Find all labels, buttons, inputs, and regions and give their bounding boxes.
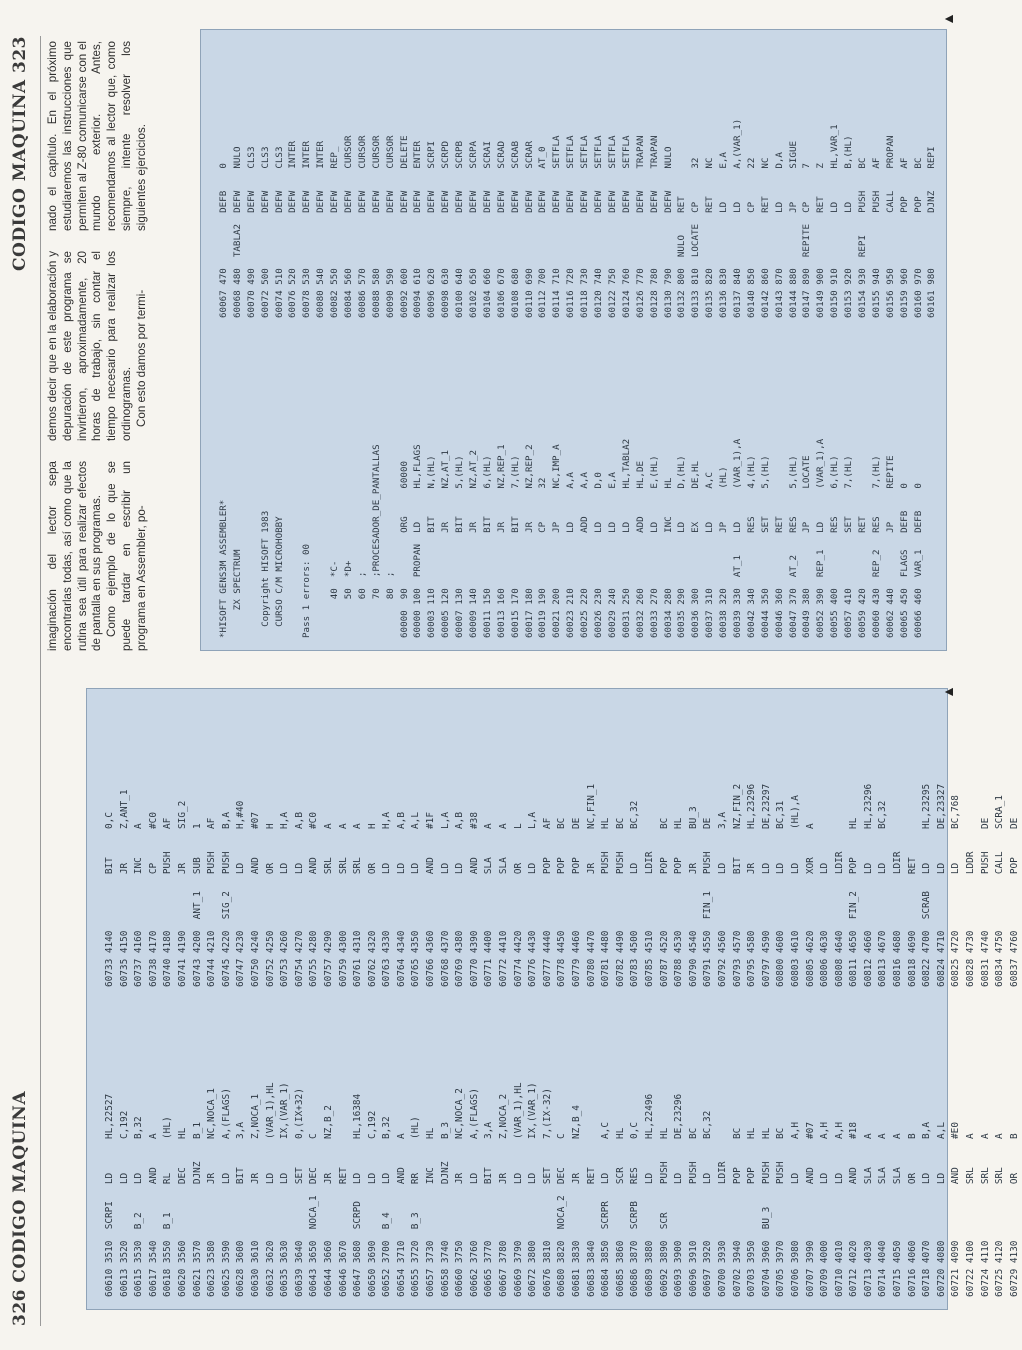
listing-line: 60135 820 RET NC	[704, 157, 716, 318]
listing-line: 60617 3540 AND A	[147, 1133, 159, 1297]
listing-line: 60763 4330 LD H,A	[381, 812, 393, 987]
listing-line: 60729 4130 OR B	[1008, 1133, 1020, 1297]
listing-line: 80 ;	[384, 571, 396, 638]
header-divider-right	[40, 36, 41, 675]
listing-line: 60808 4640 LDIR	[833, 851, 845, 987]
listing-line: 60118 730 DEFW SETFLA	[579, 135, 591, 318]
listing-line: 60681 3830 JR NZ,B_4	[571, 1105, 582, 1297]
listing-line: 60070 490 DEFW CLS3	[245, 146, 257, 318]
listing-line: 60039 330 AT_1 LD (VAR_1),A	[731, 438, 743, 638]
listing-line: 60693 3900 LD DE,23296	[673, 1093, 685, 1297]
listing-line: 60683 3840 RET	[585, 1167, 597, 1297]
listing-line: 60035 290 LD D,(HL)	[676, 455, 688, 638]
listing-line: 60011 150 BIT 6,(HL)	[481, 455, 493, 638]
listing-line: 60112 700 DEFW AT_0	[537, 146, 549, 318]
listing-line: 60747 4230 LD H,#40	[235, 800, 247, 987]
listing-line: 60613 3520 LD C,192	[118, 1110, 130, 1297]
listing-line: 60062 440 JP REPITE	[884, 455, 896, 638]
listing-line: 60689 3880 LD HL,22496	[643, 1093, 655, 1297]
page-323	[0, 0, 970, 675]
listing-line: 60733 4140 BIT 0,C	[104, 812, 115, 987]
listing-line: 60122 750 DEFW SETFLA	[606, 135, 618, 318]
listing-line: 60660 3750 JR NC,NOCA_2	[454, 1088, 466, 1297]
listing-line: 60639 3640 SET 0,(IX+32)	[293, 1088, 305, 1297]
listing-line: 60696 3910 PUSH BC	[687, 1127, 699, 1297]
listing-line: 60822 4700 SCRAB LD HL,23295	[921, 783, 933, 987]
listing-line: 60643 3650 NOCA_1 DEC C	[308, 1133, 320, 1297]
listing-line: 60686 3870 SCRPB RES 0,C	[629, 1122, 641, 1297]
listing-line: 60100 640 DEFW SCRPB	[454, 140, 466, 318]
listing-line: 60074 510 DEFW CLS3	[273, 146, 285, 318]
listing-line: 60762 4320 OR H	[366, 823, 378, 987]
listing-line	[245, 439, 259, 638]
listing-line: 60779 4460 POP DE	[571, 817, 582, 987]
listing-line: 60707 3990 AND #07	[804, 1122, 816, 1297]
listing-line: 60825 4720 LD BC,768	[950, 795, 962, 987]
listing-line: 60761 4310 SRL A	[352, 823, 364, 987]
listing-line: 60744 4210 PUSH AF	[206, 817, 218, 987]
paragraph: nado el capítulo. En el próximo estudiaremos las instrucciones que permiten al Z-80 comunicarse con el mundo exterior. Antes, recomendamos al lector que, como siempre, intente resolver los siguientes ejercicios.	[46, 41, 148, 231]
listing-line: Copyright HISOFT 1983	[259, 510, 271, 638]
listing-line: 60669 3790 LD (VAR_1),HL	[512, 1082, 524, 1297]
listing-line: 60785 4510 LDIR	[643, 851, 655, 987]
listing-line: 60667 3780 JR Z,NOCA_2	[498, 1093, 510, 1297]
listing-line: 60108 680 DEFW SCRAB	[509, 140, 521, 318]
listing-line: 60084 560 DEFW CURSOR	[343, 135, 355, 318]
page-326	[0, 675, 1020, 1350]
listing-line: 60783 4500 LD BC,32	[629, 800, 641, 987]
listing-column-1	[217, 439, 925, 638]
listing-line: 60735 4150 JR Z,ANT_1	[118, 789, 130, 987]
listing-line: 60096 620 DEFW SCRPI	[426, 140, 438, 318]
listing-line: 60047 370 AT_2 RES 5,(HL)	[787, 455, 799, 638]
listing-line: 60021 200 JP NC,IMP_A	[551, 444, 563, 638]
listing-line: ZX SPECTRUM	[231, 549, 243, 638]
listing-line: 60755 4280 AND #C0	[308, 812, 320, 987]
listing-line: 60143 870 LD D,A	[773, 152, 785, 318]
paragraph: Con esto damos por termi-	[134, 289, 148, 427]
listing-line: 60154 930 REPI PUSH BC	[856, 157, 868, 318]
paragraph: demos decir que en la elaboración y depuración de este programa se invirtieron, aproximadamente, 20 horas de trabajo, sin contar el tiempo necesario para realizar los ordinogramas.	[46, 251, 133, 441]
listing-line: 60159 960 POP AF	[898, 157, 910, 318]
listing-line: 60769 4380 LD A,B	[454, 812, 466, 987]
listing-line	[286, 439, 300, 638]
listing-line: 60768 4370 LD L,A	[439, 812, 451, 987]
header-divider-left	[40, 675, 41, 1326]
listing-line: 60094 610 DEFW ENTER	[412, 140, 424, 318]
listing-line: 60741 4190 JR SIG_2	[176, 800, 188, 987]
listing-line: 60792 4560 LD 3,A	[716, 812, 728, 987]
listing-line: 60156 950 CALL PROPAN	[884, 135, 896, 318]
listing-line: 60625 3590 LD A,(FLAGS)	[220, 1088, 232, 1297]
listing-line: 60703 3950 POP HL	[746, 1127, 758, 1297]
listing-line: 60102 650 DEFW SCRPA	[468, 140, 480, 318]
listing-line: 60828 4730 LDDR	[965, 851, 977, 987]
listing-line: 60126 770 DEFW TRAPAN	[634, 135, 646, 318]
listing-line: 50 *D+	[343, 560, 355, 638]
listing-line: 60055 400 RES 6,(HL)	[829, 455, 841, 638]
listing-line: 60750 4240 AND #07	[249, 812, 261, 987]
listing-line: 60106 670 DEFW SCRAD	[495, 140, 507, 318]
listing-line: 60709 4000 LD A,H	[819, 1122, 831, 1297]
listing-line: 60781 4480 PUSH HL	[600, 817, 612, 987]
listing-line: 60620 3560 DEC HL	[176, 1127, 188, 1297]
listing-column-2	[103, 784, 1022, 987]
listing-line: 60628 3600 BIT 3,A	[235, 1122, 247, 1297]
listing-line: 60003 110 BIT N,(HL)	[426, 455, 438, 638]
listing-line: 60104 660 DEFW SCRAI	[481, 140, 493, 318]
listing-line: 60150 910 LD HL,VAR_1	[829, 124, 841, 318]
listing-line: 60782 4490 PUSH BC	[614, 817, 626, 987]
listing-line: 60766 4360 AND #1F	[425, 812, 437, 987]
listing-line: 60716 4060 OR B	[906, 1133, 918, 1297]
listing-line: 60044 350 SET 5,(HL)	[759, 455, 771, 638]
listing-line: 60017 180 JR NZ,REP_2	[523, 444, 535, 638]
listing-line: 60722 4100 SRL A	[965, 1133, 977, 1297]
listing-line: 60029 240 LD E,A	[606, 472, 618, 638]
listing-line	[314, 439, 328, 638]
listing-line: 60630 3610 JR Z,NOCA_1	[249, 1093, 261, 1297]
listing-line: 60753 4260 LD H,A	[279, 812, 291, 987]
listing-line: 60023 210 LD A,A	[565, 472, 577, 638]
listing-line: 60140 850 CP 22	[745, 157, 757, 318]
listing-line: 60007 130 BIT 5,(HL)	[454, 455, 466, 638]
listing-column-2	[217, 119, 939, 318]
listing-line: 60161 980 DJNZ REPI	[926, 146, 938, 318]
listing-line: 60036 300 EX DE,HL	[690, 460, 702, 638]
listing-line: 60676 3810 SET 7,(IX-32)	[541, 1088, 553, 1297]
listing-line: 60635 3630 LD IX,(VAR_1)	[279, 1082, 291, 1297]
listing-line: 60834 4750 CALL SCRA_1	[994, 795, 1006, 987]
listing-line: 60797 4590 LD DE,23297	[760, 783, 772, 987]
listing-line: 60725 4120 SRL A	[994, 1133, 1006, 1297]
listing-line: 60615 3530 B_2 LD B,32	[133, 1116, 145, 1297]
listing-line: 60704 3960 BU_3 PUSH HL	[760, 1127, 772, 1297]
listing-line: 60149 900 RET Z	[815, 163, 827, 318]
listing-line: 60621 3570 DJNZ B_1	[191, 1122, 203, 1297]
listing-line: 60038 320 JP (HL)	[718, 466, 730, 638]
listing-line: 60800 4600 LD BC,31	[775, 800, 787, 987]
listing-line: 60658 3740 DJNZ B_3	[439, 1122, 451, 1297]
listing-line: 60052 390 REP_1 LD (VAR_1),A	[815, 438, 827, 638]
paragraph: Como ejemplo de lo que se puede tardar en escribir un programa en Assembler, po-	[105, 461, 148, 651]
listing-line: 60680 3820 NOCA_2 DEC C	[556, 1133, 568, 1297]
listing-line: CURSO C/M MICROHOBBY	[273, 516, 285, 638]
listing-line: 60713 4030 SLA A	[862, 1133, 874, 1297]
listing-line: 60772 4410 SLA A	[498, 823, 510, 987]
listing-line: 60718 4070 LD B,A	[921, 1122, 933, 1297]
body-text-column-1	[46, 461, 150, 651]
listing-line: 60770 4390 AND #38	[468, 812, 480, 987]
listing-line: 60033 270 LD E,(HL)	[648, 455, 660, 638]
listing-line: 60067 470 DEFB 0	[218, 163, 229, 318]
listing-column-1	[103, 1083, 1022, 1297]
listing-line: 60025 220 ADD A,A	[579, 472, 591, 638]
listing-line: 60672 3800 LD IX,(VAR_1)	[527, 1082, 539, 1297]
listing-line: 60764 4340 LD A,B	[395, 812, 407, 987]
listing-line: Pass 1 errors: 00	[301, 543, 313, 638]
listing-line: 60009 140 JR NZ,AT_2	[468, 449, 480, 638]
listing-line: 60787 4520 POP BC	[658, 817, 670, 987]
listing-line: 60066 460 VAR_1 DEFB 0	[912, 483, 924, 638]
listing-line: 60120 740 DEFW SETFLA	[593, 135, 605, 318]
listing-line: 60132 800 NULO RET	[676, 196, 688, 318]
listing-line: 60114 710 DEFW SETFLA	[551, 135, 563, 318]
listing-line: 70 ;PROCESADOR_DE_PANTALLAS	[370, 444, 382, 638]
listing-line: 60015 170 BIT 7,(HL)	[509, 455, 521, 638]
listing-line: 60652 3700 B_4 LD B,32	[381, 1116, 393, 1297]
listing-line: 60806 4630 LD	[819, 828, 831, 987]
listing-line: 60654 3710 AND A	[395, 1133, 407, 1297]
listing-line: 60060 430 REP_2 RES 7,(HL)	[870, 455, 882, 638]
listing-line: 60724 4110 SRL A	[979, 1133, 991, 1297]
listing-line: 60632 3620 LD (VAR_1),HL	[264, 1082, 276, 1297]
listing-line: 60647 3680 SCRPD LD HL,16384	[352, 1093, 364, 1297]
listing-line: 60791 4550 FIN_1 PUSH DE	[702, 817, 714, 987]
listing-line: 60049 380 JP LOCATE	[801, 455, 813, 638]
listing-line: 60710 4010 LD A,H	[833, 1122, 845, 1297]
listing-line: 60153 920 LD B,(HL)	[843, 135, 855, 318]
listing-line: 60715 4050 SLA A	[892, 1133, 904, 1297]
listing-line: 60142 860 RET NC	[759, 157, 771, 318]
listing-line: 60657 3730 INC HL	[425, 1127, 437, 1297]
page-header-right: CODIGO MAQUINA 323	[10, 36, 30, 272]
page-header-left: 326 CODIGO MAQUINA	[10, 1090, 30, 1326]
listing-line: 60076 520 DEFW INTER	[287, 140, 299, 318]
listing-line: 60837 4760 POP DE	[1008, 817, 1020, 987]
listing-line: 60088 580 DEFW CURSOR	[370, 135, 382, 318]
listing-line: 60110 690 DEFW SCRAR	[523, 140, 535, 318]
listing-line: 60144 880 JP SIGUE	[787, 140, 799, 318]
listing-line: 60655 3720 B_3 RR (HL)	[410, 1116, 422, 1297]
listing-line: 60771 4400 SLA A	[483, 823, 495, 987]
listing-line: 60714 4040 SLA A	[877, 1133, 889, 1297]
listing-line: 60752 4250 OR H	[264, 823, 276, 987]
listing-line: 60662 3760 LD A,(FLAGS)	[468, 1088, 480, 1297]
listing-line: 60130 790 DEFW NULO	[662, 146, 674, 318]
listing-line: 60665 3770 BIT 3,A	[483, 1122, 495, 1297]
listing-line: 60650 3690 LD C,192	[366, 1110, 378, 1297]
listing-line: 60059 420 RET	[856, 516, 868, 638]
listing-line: 60065 450 FLAGS DEFB 0	[898, 483, 910, 638]
listing-line: 60788 4530 POP HL	[673, 817, 685, 987]
listing-line: 60019 190 CP 32	[537, 477, 549, 638]
listing-line: 60031 250 LD HL,TABLA2	[620, 438, 632, 638]
page-turn-arrow-icon: ▲	[940, 12, 956, 26]
listing-line: 60013 160 JR NZ,REP_1	[495, 444, 507, 638]
listing-line: 60697 3920 LD BC,32	[702, 1110, 714, 1297]
listing-line: 60082 550 DEFW REP_	[329, 146, 341, 318]
listing-line: 60816 4680 LDIR	[892, 851, 904, 987]
listing-line: 60702 3940 POP BC	[731, 1127, 743, 1297]
listing-line: 60765 4350 LD A,L	[410, 812, 422, 987]
listing-line: 60818 4690 RET	[906, 857, 918, 987]
listing-line: 60005 120 JR NZ,AT_1	[440, 449, 452, 638]
listing-line: 60812 4660 LD HL,23296	[862, 783, 874, 987]
listing-line: 60 ;	[356, 571, 368, 638]
listing-line: 60042 340 RES 4,(HL)	[745, 455, 757, 638]
listing-line: 60137 840 LD A,(VAR_1)	[731, 118, 743, 318]
listing-line: 60721 4090 AND #E0	[950, 1122, 962, 1297]
listing-line: 60778 4450 POP BC	[556, 817, 568, 987]
listing-line: 60745 4220 SIG_2 PUSH B,A	[220, 812, 232, 987]
listing-line: 60116 720 DEFW SETFLA	[565, 135, 577, 318]
listing-line: 60811 4650 FIN_2 POP HL	[848, 817, 860, 987]
listing-line: 60737 4160 INC A	[133, 823, 145, 987]
listing-line: 60090 590 DEFW CURSOR	[384, 135, 396, 318]
listing-line: 60147 890 REPITE CP 7	[801, 163, 813, 318]
listing-line: 60136 830 LD E,A	[718, 152, 730, 318]
listing-line: 60086 570 DEFW CURSOR	[356, 135, 368, 318]
listing-line: 60610 3510 SCRPI LD HL,22527	[104, 1093, 115, 1297]
listing-line: 60780 4470 JR NC,FIN_1	[585, 783, 597, 987]
listing-line: *HISOFT GENS3M ASSEMBLER*	[218, 499, 229, 638]
listing-line: 60777 4440 POP AF	[541, 817, 553, 987]
listing-line: 60644 3660 JR NZ,B_2	[322, 1105, 334, 1297]
listing-line: 60712 4020 AND #18	[848, 1122, 860, 1297]
body-text-column-3	[46, 41, 150, 231]
listing-line: 60092 600 DEFW DELETE	[398, 135, 410, 318]
listing-line: 60032 260 ADD HL,DE	[634, 460, 646, 638]
listing-line: 60078 530 DEFW INTER	[301, 140, 313, 318]
listing-line: 60128 780 DEFW TRAPAN	[648, 135, 660, 318]
listing-line: 60034 280 INC HL	[662, 477, 674, 638]
listing-line: 60080 540 DEFW INTER	[315, 140, 327, 318]
listing-line: 60790 4540 JR BU_3	[687, 806, 699, 987]
listing-line: 60000 100 PROPAN LD HL,FLAGS	[412, 444, 424, 638]
listing-line: 60646 3670 RET	[337, 1167, 349, 1297]
listing-line: 60685 3860 SCR HL	[614, 1127, 626, 1297]
listing-line: 60813 4670 LD BC,32	[877, 800, 889, 987]
listing-line: 60824 4710 LD DE,23327	[935, 783, 947, 987]
listing-line: 60684 3850 SCRPR LD A,C	[600, 1122, 612, 1297]
listing-line: 60805 4620 XOR A	[804, 823, 816, 987]
listing-line: 60793 4570 BIT NZ,FIN_2	[731, 783, 743, 987]
listing-line: 60000 90 ORG 60000	[398, 460, 410, 638]
listing-line: 60124 760 DEFW SETFLA	[620, 135, 632, 318]
listing-line: 60026 230 LD D,0	[593, 472, 605, 638]
listing-line: 60037 310 LD A,C	[704, 472, 716, 638]
listing-line: 60720 4080 LD A,L	[935, 1122, 947, 1297]
listing-line: 60133 810 LOCATE CP 32	[690, 157, 702, 318]
listing-line: 60046 360 RET	[773, 516, 785, 638]
page-turn-arrow-icon: ▲	[940, 685, 956, 699]
listing-line: 60738 4170 CP #C0	[147, 812, 159, 987]
listing-line: 60623 3580 JR NC,NOCA_1	[206, 1088, 218, 1297]
assembler-listing-box-right	[200, 29, 947, 651]
listing-line: 60618 3550 B_1 RL (HL)	[162, 1116, 174, 1297]
paragraph: imaginación del lector sepa encontrarlas todas, así como que la rutina sea útil para realizar efectos de pantalla en sus programas.	[46, 461, 104, 651]
listing-line: 60776 4430 LD L,A	[527, 812, 539, 987]
listing-line: 60700 3930 LDIR	[716, 1161, 728, 1297]
listing-line: 60057 410 SET 7,(HL)	[843, 455, 855, 638]
listing-line: 60068 480 TABLA2 DEFW NULO	[231, 146, 243, 318]
listing-line: 60831 4740 PUSH DE	[979, 817, 991, 987]
listing-line: 60743 4200 ANT_1 SUB 1	[191, 823, 203, 987]
listing-line: 60757 4290 SRL A	[322, 823, 334, 987]
listing-line: 60160 970 POP BC	[912, 157, 924, 318]
listing-line: 60706 3980 LD A,H	[789, 1122, 801, 1297]
assembler-listing-box-left	[86, 688, 1020, 1310]
listing-line: 60692 3890 SCR PUSH HL	[658, 1127, 670, 1297]
listing-line: 60740 4180 PUSH AF	[162, 817, 174, 987]
listing-line: 40 *C-	[329, 560, 341, 638]
listing-line: 60155 940 PUSH AF	[870, 157, 882, 318]
body-text-column-2	[46, 251, 150, 441]
listing-line: 60754 4270 LD A,B	[293, 812, 305, 987]
listing-line: 60774 4420 OR L	[512, 823, 524, 987]
listing-line: 60072 500 DEFW CLS3	[259, 146, 271, 318]
listing-line: 60803 4610 LD (HL),A	[789, 795, 801, 987]
listing-line: 60759 4300 SRL A	[337, 823, 349, 987]
listing-line: 60098 630 DEFW SCRPD	[440, 140, 452, 318]
listing-line: 60795 4580 JR HL,23296	[746, 783, 758, 987]
listing-line: 60705 3970 PUSH BC	[775, 1127, 787, 1297]
